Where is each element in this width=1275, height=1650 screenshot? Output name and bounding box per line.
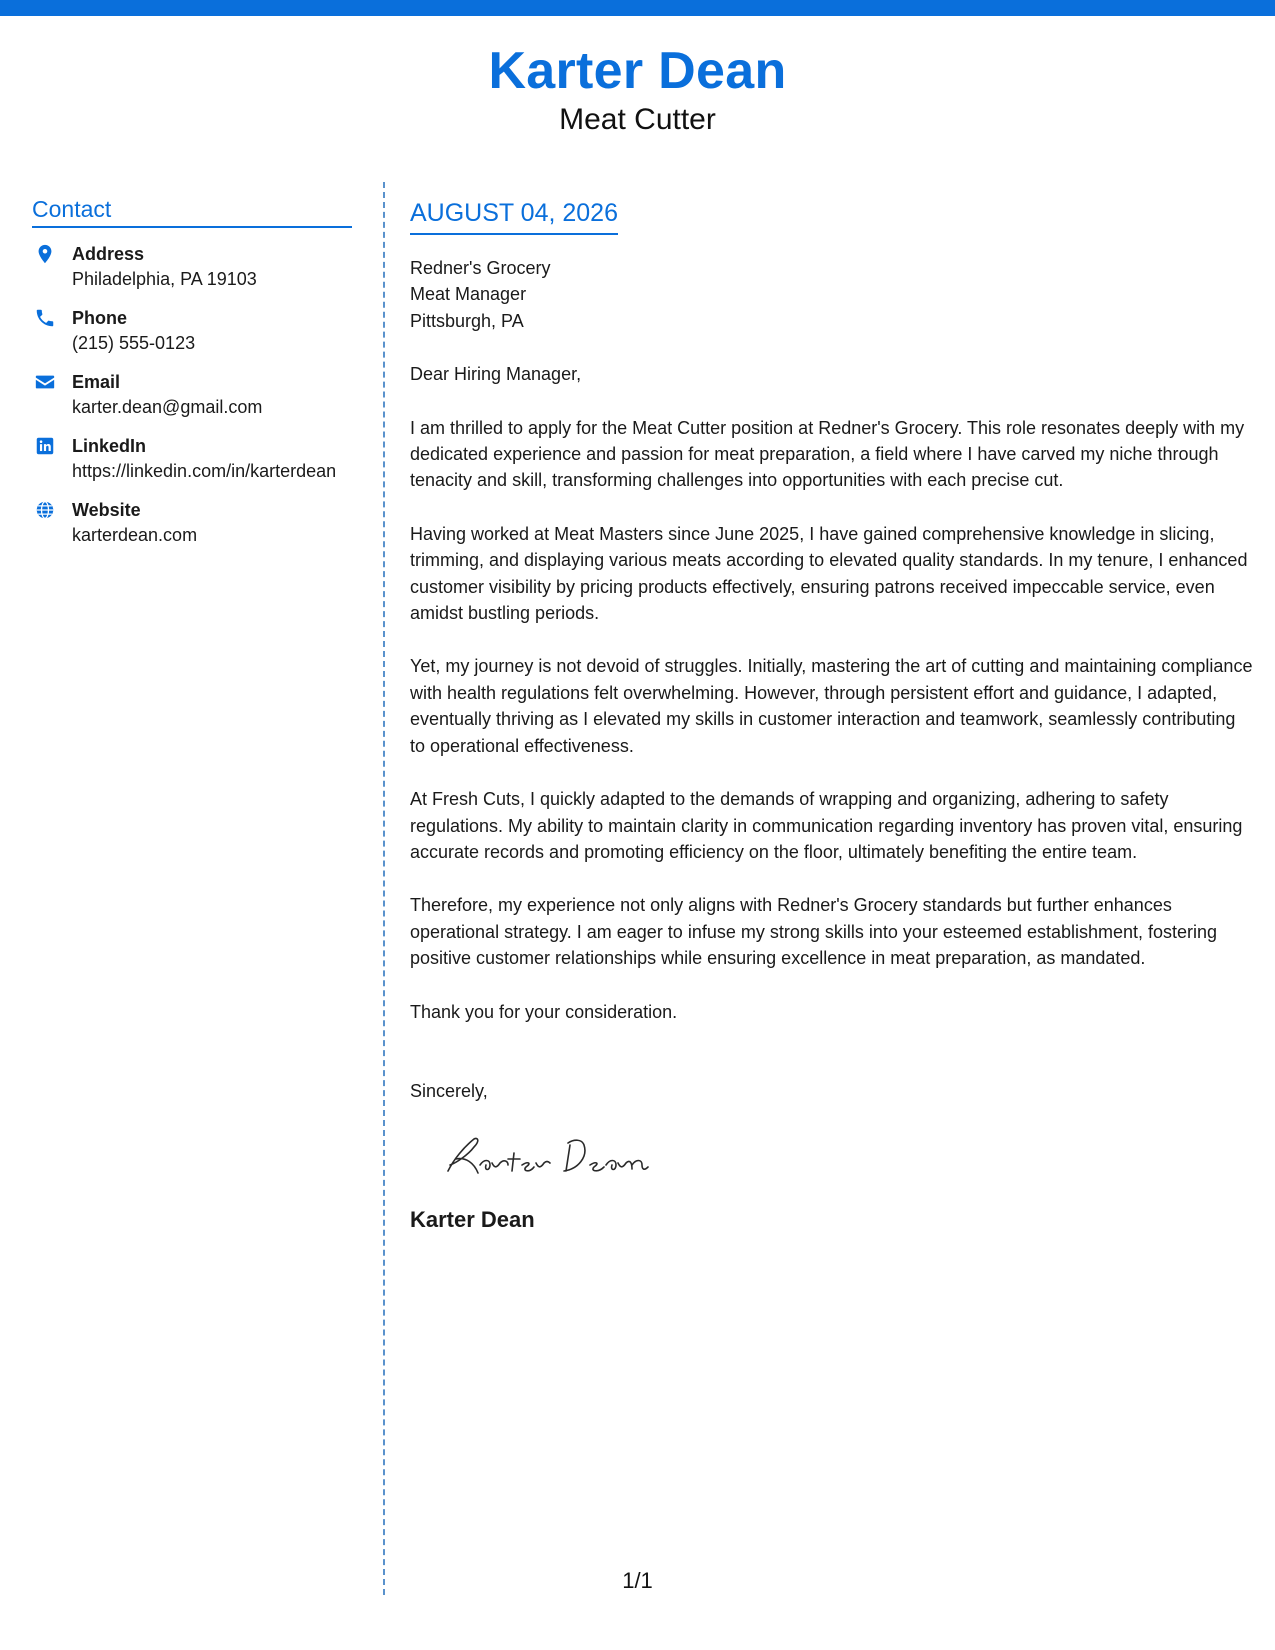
address-label: Address [72, 244, 145, 264]
linkedin-icon [34, 435, 56, 457]
recipient-title: Meat Manager [410, 284, 527, 305]
phone-value: (215) 555-0123 [72, 333, 196, 353]
contact-item-website [32, 498, 352, 548]
recipient-company: Redner's Grocery [410, 258, 551, 278]
applicant-name: Karter Dean [488, 42, 787, 100]
letter-paragraph: Therefore, my experience not only aligns with Redner's Grocery standards but further enhances operational strategy. I am eager to infuse my strong skills into your esteemed establishment, fostering positive customer relationships while ensuring excellence in meat preparation, as mandated. [410, 895, 1218, 969]
page-number: 1/1 [622, 1568, 653, 1593]
website-label: Website [72, 500, 141, 520]
column-divider [383, 182, 385, 1595]
handwritten-signature [434, 1129, 674, 1185]
email-label: Email [72, 372, 121, 392]
letter-paragraph: I am thrilled to apply for the Meat Cutter position at Redner's Grocery. This role resonates deeply with my dedicated experience and passion for meat preparation, a field where I have carved my niche through tenacity and skill, transforming challenges into opportunities with each precise cut. [410, 417, 1245, 491]
letter-closing: Sincerely, [410, 1080, 488, 1101]
letter-paragraph: At Fresh Cuts, I quickly adapted to the demands of wrapping and organizing, adhering to safety regulations. My ability to maintain clarity in communication regarding inventory has proven vital, ensuring accurate records and promoting efficiency on the floor, ultimately benefiting the entire team. [410, 789, 1243, 862]
contact-item-linkedin [32, 434, 352, 484]
signer-name: Karter Dean [410, 1207, 535, 1233]
email-value[interactable]: karter.dean@gmail.com [72, 397, 263, 417]
location-pin-icon [34, 243, 56, 265]
address-value: Philadelphia, PA 19103 [72, 269, 257, 289]
applicant-job-title: Meat Cutter [559, 103, 716, 136]
letter-paragraph: Yet, my journey is not devoid of struggles. Initially, mastering the art of cutting and maintaining compliance with health regulations felt overwhelming. However, through persistent effort and guidance, I adapted, eventually thriving as I elevated my skills in customer interaction and teamwork, seamlessly contributing to operational effectiveness. [410, 656, 1253, 756]
contact-sidebar [32, 196, 352, 562]
phone-icon [34, 307, 56, 329]
letter-paragraph: Thank you for your consideration. [410, 1001, 678, 1022]
contact-item-address [32, 242, 352, 292]
contact-item-email [32, 370, 352, 420]
email-icon [34, 371, 56, 393]
letter-greeting: Dear Hiring Manager, [410, 364, 582, 385]
linkedin-value[interactable]: https://linkedin.com/in/karterdean [72, 461, 337, 481]
linkedin-label: LinkedIn [72, 436, 147, 456]
website-value[interactable]: karterdean.com [72, 525, 198, 545]
globe-icon [34, 499, 56, 521]
recipient-block [410, 255, 1255, 334]
top-accent-bar [0, 0, 1275, 16]
phone-label: Phone [72, 308, 128, 328]
contact-section-title: Contact [32, 196, 352, 228]
contact-item-phone [32, 306, 352, 356]
letter-body [410, 198, 1255, 1234]
letter-header [0, 40, 1275, 138]
letter-paragraph: Having worked at Meat Masters since June 2025, I have gained comprehensive knowledge in slicing, trimming, and displaying various meats according to elevated quality standards. In my tenure, I enhanced customer visibility by pricing products effectively, ensuring patrons received impeccable service, even amidst bustling periods. [410, 523, 1248, 624]
recipient-location: Pittsburgh, PA [410, 310, 524, 331]
letter-date: AUGUST 04, 2026 [410, 198, 618, 235]
